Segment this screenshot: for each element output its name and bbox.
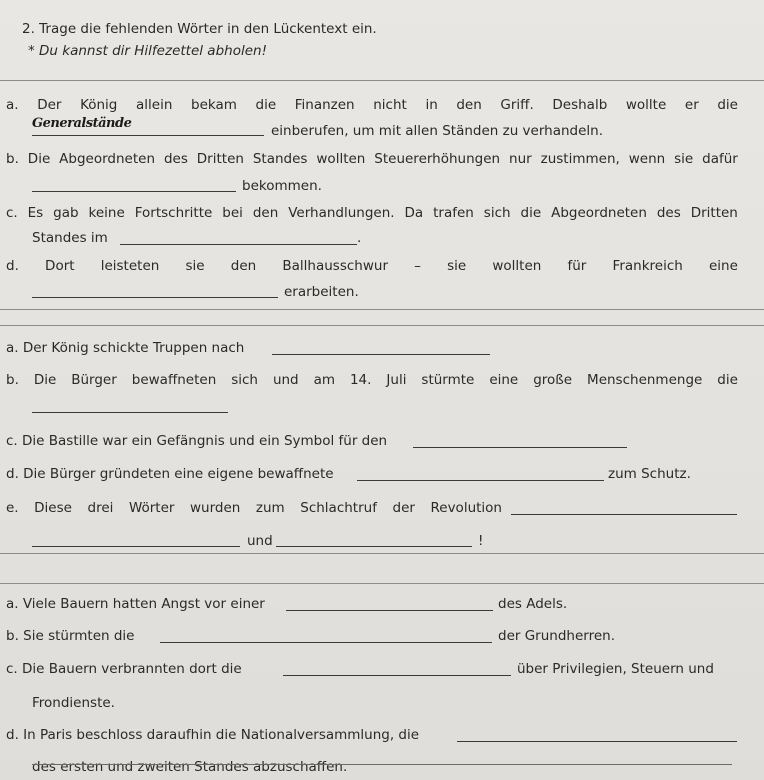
word: Menschenmenge	[587, 372, 703, 388]
item-3c-start: c. Die Bauern verbrannten dort die	[6, 661, 242, 677]
section-divider	[0, 80, 764, 81]
item-2e-line1	[6, 500, 502, 516]
strike-line	[32, 764, 732, 765]
word: Frankreich	[612, 258, 683, 274]
blank-line[interactable]	[413, 447, 627, 448]
item-3c-line2: Frondienste.	[32, 695, 115, 711]
blank-line[interactable]	[272, 354, 490, 355]
word: c.	[6, 205, 18, 221]
task-hint: * Du kannst dir Hilfezettel abholen!	[28, 43, 267, 59]
word: Dritten	[196, 151, 244, 167]
word: Deshalb	[552, 97, 608, 113]
blank-line[interactable]	[276, 546, 472, 547]
word: des	[656, 205, 681, 221]
word: Der	[37, 97, 62, 113]
word: trafen	[433, 205, 474, 221]
word: des	[163, 151, 188, 167]
word: eine	[489, 372, 519, 388]
word: Schlachtruf	[300, 500, 377, 516]
word: König	[80, 97, 118, 113]
item-1b-line2: bekommen.	[242, 178, 322, 194]
word: bei	[222, 205, 243, 221]
item-2e-und: und	[247, 533, 273, 549]
word: d.	[6, 258, 19, 274]
section-divider	[0, 583, 764, 584]
word: Es	[27, 205, 44, 221]
word: er	[684, 97, 699, 113]
blank-line[interactable]	[160, 642, 492, 643]
word: sie	[185, 258, 205, 274]
word: leisteten	[100, 258, 160, 274]
word: sich	[231, 372, 258, 388]
word: Juli	[386, 372, 407, 388]
word: Wörter	[128, 500, 175, 516]
item-3a-start: a. Viele Bauern hatten Angst vor einer	[6, 596, 265, 612]
word: eine	[708, 258, 738, 274]
item-3a-end: des Adels.	[498, 596, 568, 612]
word: sie	[447, 258, 467, 274]
word: b.	[6, 372, 19, 388]
word: b.	[6, 151, 19, 167]
word: Standes	[252, 151, 308, 167]
word: die	[717, 97, 738, 113]
word: wollte	[625, 97, 667, 113]
item-1c-line2: Standes im	[32, 230, 108, 246]
word: in	[425, 97, 438, 113]
word: keine	[88, 205, 125, 221]
word: wollten	[492, 258, 542, 274]
word: drei	[87, 500, 114, 516]
word: Die	[27, 151, 51, 167]
item-2a: a. Der König schickte Truppen nach	[6, 340, 245, 356]
word: den	[252, 205, 279, 221]
item-3c-end: über Privilegien, Steuern und	[517, 661, 714, 677]
word: sie	[674, 151, 694, 167]
section-divider	[0, 553, 764, 554]
word: Bürger	[71, 372, 117, 388]
item-2e-end: !	[478, 533, 484, 549]
word: 14.	[349, 372, 372, 388]
word: Abgeordneten	[59, 151, 156, 167]
word: stürmte	[421, 372, 475, 388]
blank-line[interactable]	[32, 191, 236, 192]
item-1a-line1	[6, 97, 738, 113]
word: den	[456, 97, 482, 113]
word: nicht	[373, 97, 407, 113]
item-1a-line2: einberufen, um mit allen Ständen zu verhandeln.	[271, 123, 604, 139]
item-1b-line1	[6, 151, 738, 167]
word: allein	[136, 97, 173, 113]
word: Dort	[45, 258, 75, 274]
word: dafür	[702, 151, 738, 167]
word: Dritten	[690, 205, 738, 221]
word: zustimmen,	[540, 151, 620, 167]
word: den	[230, 258, 257, 274]
blank-line[interactable]	[283, 675, 511, 676]
word: nur	[509, 151, 532, 167]
word: die	[717, 372, 738, 388]
item-2d-end: zum Schutz.	[608, 466, 691, 482]
word: Abgeordneten	[551, 205, 647, 221]
word: –	[414, 258, 421, 274]
blank-line[interactable]	[120, 244, 357, 245]
blank-line[interactable]	[457, 741, 737, 742]
word: Revolution	[430, 500, 502, 516]
section-divider	[0, 325, 764, 326]
word: wenn	[628, 151, 666, 167]
word: Die	[33, 372, 57, 388]
word: e.	[6, 500, 19, 516]
item-3d-line2: des ersten und zweiten Standes abzuschaffen.	[32, 759, 348, 775]
item-3b-start: b. Sie stürmten die	[6, 628, 135, 644]
word: die	[520, 205, 542, 221]
item-3b-end: der Grundherren.	[498, 628, 615, 644]
blank-line[interactable]	[32, 297, 278, 298]
blank-line[interactable]	[286, 610, 493, 611]
item-1c-end: .	[357, 230, 362, 246]
section-divider	[0, 309, 764, 310]
item-2c: c. Die Bastille war ein Gefängnis und ein Symbol für den	[6, 433, 388, 449]
word: der	[392, 500, 415, 516]
word: Finanzen	[294, 97, 355, 113]
word: Diese	[34, 500, 72, 516]
blank-line[interactable]	[32, 546, 240, 547]
handwritten-answer: Generalstände	[32, 116, 132, 131]
item-1d-line2: erarbeiten.	[284, 284, 359, 300]
word: am	[313, 372, 336, 388]
word: Ballhausschwur	[282, 258, 388, 274]
task-heading: 2. Trage die fehlenden Wörter in den Lückentext ein.	[22, 21, 377, 37]
item-2d-start: d. Die Bürger gründeten eine eigene bewaffnete	[6, 466, 334, 482]
word: Steuererhöhungen	[374, 151, 501, 167]
word: große	[533, 372, 573, 388]
word: Verhandlungen.	[288, 205, 395, 221]
word: gab	[53, 205, 79, 221]
word: sich	[483, 205, 511, 221]
word: bewaffneten	[131, 372, 217, 388]
word: die	[255, 97, 277, 113]
word: Griff.	[500, 97, 534, 113]
blank-line[interactable]	[32, 412, 228, 413]
word: bekam	[191, 97, 237, 113]
word: und	[272, 372, 299, 388]
word: wollten	[316, 151, 366, 167]
blank-line[interactable]	[511, 514, 737, 515]
word: wurden	[190, 500, 241, 516]
word: Fortschritte	[134, 205, 213, 221]
word: zum	[255, 500, 285, 516]
word: Da	[404, 205, 424, 221]
blank-line[interactable]	[357, 480, 604, 481]
item-2b-line1	[6, 372, 738, 388]
word: a.	[6, 97, 19, 113]
item-3d-start: d. In Paris beschloss daraufhin die Nationalversammlung, die	[6, 727, 420, 743]
word: für	[567, 258, 587, 274]
item-1c-line1	[6, 205, 738, 221]
blank-line[interactable]	[32, 135, 264, 136]
item-1d-line1	[6, 258, 738, 274]
